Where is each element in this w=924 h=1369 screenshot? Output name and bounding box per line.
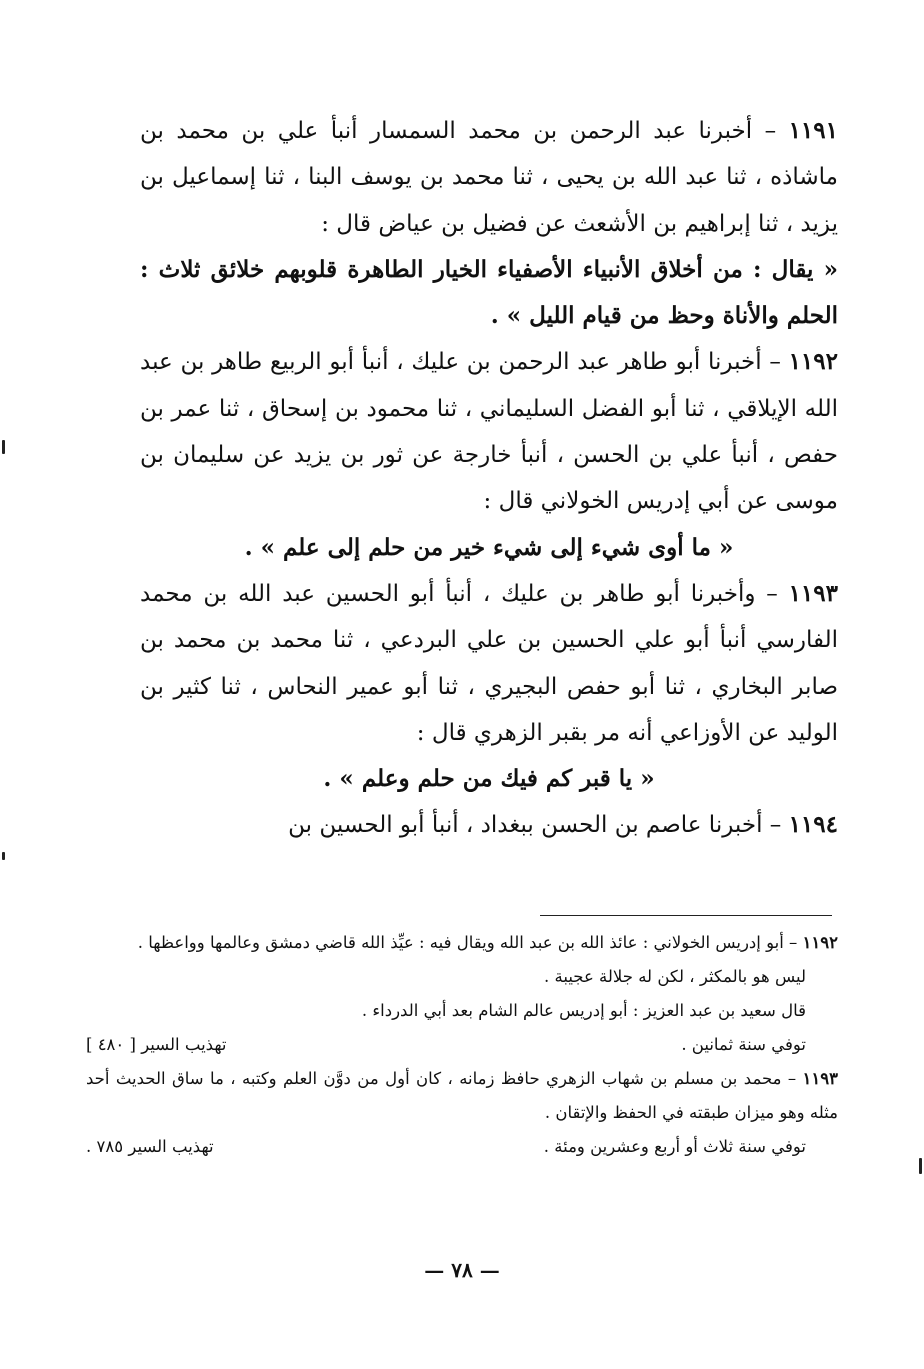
hadith-1192 <box>140 339 838 524</box>
footnotes <box>86 926 838 1164</box>
footnote-line: قال سعيد بن عبد العزيز : أبو إدريس عالم الشام بعد أبي الدرداء . <box>361 1001 806 1020</box>
hadith-number: ١١٩١ <box>788 117 838 144</box>
hadith-1194 <box>140 802 838 848</box>
footnote-line: ليس هو بالمكثر ، لكن له جلالة عجيبة . <box>544 967 806 986</box>
footnote-text: – أبو إدريس الخولاني : عائذ الله بن عبد الله ويقال فيه : عيِّذ الله قاضي دمشق وعالمها وواعظها . <box>137 933 803 952</box>
hadith-number: ١١٩٣ <box>788 579 838 607</box>
footnote-source: تهذيب السير ٧٨٥ . <box>86 1137 214 1156</box>
hadith-number: ١١٩٢ <box>788 348 838 376</box>
hadith-quote: « يقال : من أخلاق الأنبياء الأصفياء الخيار الطاهرة قلوبهم خلائق ثلاث : الحلم والأناة وحظ من قيام الليل » . <box>140 255 838 330</box>
hadith-chain: – أخبرنا أبو طاهر عبد الرحمن بن عليك ، أنبأ أبو الربيع طاهر بن عبد الله الإيلاقي ، ثنا أبو الفضل السليماني ، ثنا محمود بن إسحاق ، ثنا عمر بن حفص ، أنبأ علي بن الحسن ، أنبأ خارجة عن ثور بن يزيد عن سليمان بن موسى عن أبي إدريس الخولاني قال : <box>140 349 838 515</box>
hadith-quote: « ما أوى شيء إلى شيء خير من حلم إلى علم » . <box>244 533 734 561</box>
footnote-line <box>86 1028 838 1062</box>
footnote-number: ١١٩٢ <box>802 933 838 952</box>
scan-mark <box>2 440 5 454</box>
hadith-1193 <box>140 571 838 756</box>
page-number: — ٧٨ — <box>424 1258 500 1282</box>
scan-mark <box>919 1158 922 1174</box>
hadith-chain: – وأخبرنا أبو طاهر بن عليك ، أنبأ أبو الحسين عبد الله بن محمد الفارسي أنبأ أبو علي الحسين بن علي البردعي ، ثنا محمد بن محمد بن صابر البخاري ، ثنا أبو حفص البجيري ، ثنا أبو عمير النحاس ، ثنا كثير بن الوليد عن الأوزاعي أنه مر بقبر الزهري قال : <box>140 580 838 746</box>
footnote-1193 <box>86 1062 838 1130</box>
footnote-1192 <box>86 926 838 960</box>
footnote-death-year: توفي سنة ثمانين . <box>681 1035 806 1054</box>
footnote-number: ١١٩٣ <box>802 1069 838 1088</box>
hadith-1191 <box>140 108 838 247</box>
footnote-death-year: توفي سنة ثلاث أو أربع وعشرين ومئة . <box>543 1137 806 1156</box>
hadith-chain: – أخبرنا عبد الرحمن بن محمد السمسار أنبأ علي بن محمد بن ماشاذه ، ثنا عبد الله بن يحيى ، ثنا محمد بن يوسف البنا ، ثنا إسماعيل بن يزيد ، ثنا إبراهيم بن الأشعث عن فضيل بن عياض قال : <box>140 118 838 237</box>
hadith-chain: – أخبرنا عاصم بن الحسن ببغداد ، أنبأ أبو الحسين بن <box>288 812 789 839</box>
main-text <box>140 108 838 849</box>
hadith-quote: « يا قبر كم فيك من حلم وعلم » . <box>323 765 655 793</box>
footnote-line <box>86 1130 838 1164</box>
footnote-text: – محمد بن مسلم بن شهاب الزهري حافظ زمانه ، كان أول من دوَّن العلم وكتبه ، ما ساق الحديث أحد مثله وهو ميزان طبقته في الحفظ والإتقان . <box>86 1069 838 1122</box>
hadith-number: ١١٩٤ <box>788 811 838 839</box>
footnote-source: تهذيب السير [ ٤٨٠ ] <box>86 1035 227 1054</box>
scan-mark <box>2 852 5 860</box>
footnote-separator <box>540 915 832 916</box>
